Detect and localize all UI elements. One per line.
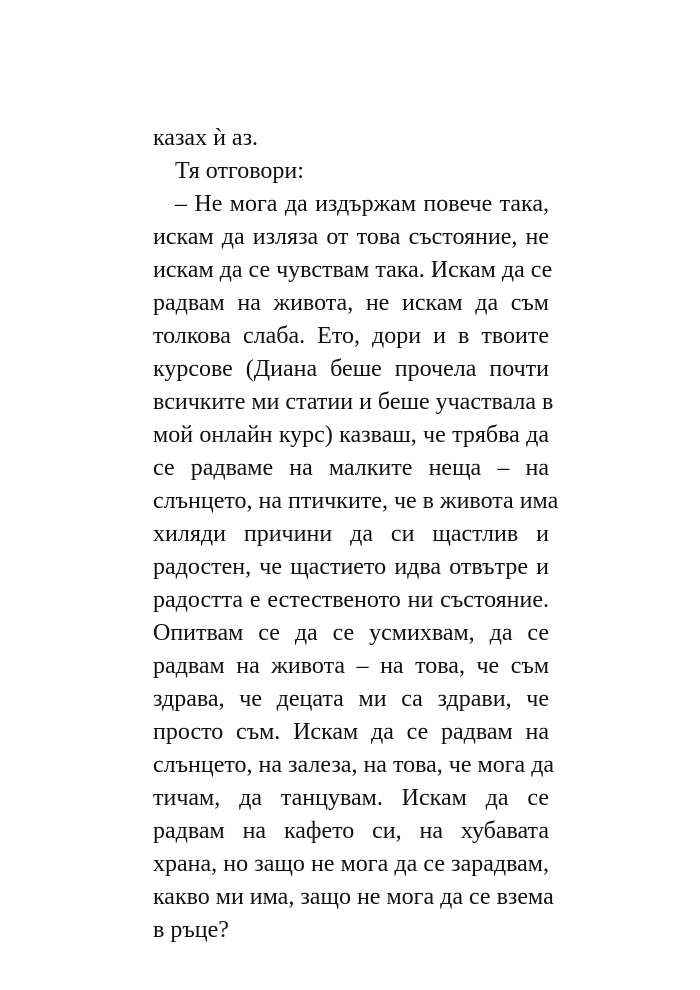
text-line: радвам на живота, не искам да съм (153, 290, 549, 316)
text-line: всичките ми статии и беше участвала в (153, 389, 554, 415)
text-line: толкова слаба. Ето, дори и в твоите (153, 323, 549, 349)
text-line: искам да изляза от това състояние, не (153, 224, 549, 250)
text-line: хиляди причини да си щастлив и (153, 521, 549, 547)
text-line: здрава, че децата ми са здрави, че (153, 686, 549, 712)
text-line: искам да се чувствам така. Искам да се (153, 257, 553, 283)
text-line: курсове (Диана беше прочела почти (153, 356, 549, 382)
text-line: Опитвам се да се усмихвам, да се (153, 620, 549, 646)
text-line: радостен, че щастието идва отвътре и (153, 554, 549, 580)
text-line: мой онлайн курс) казваш, че трябва да (153, 422, 549, 448)
text-line-paragraph-start: Тя отговори: (175, 158, 304, 184)
text-line-paragraph-start: – Не мога да издържам повече така, (175, 191, 549, 217)
text-line: радвам на кафето си, на хубавата (153, 818, 549, 844)
text-line: се радваме на малките неща – на (153, 455, 549, 481)
text-line: тичам, да танцувам. Искам да се (153, 785, 549, 811)
body-text (153, 122, 559, 947)
text-line: радостта е естественото ни състояние. (153, 587, 549, 613)
text-line: храна, но защо не мога да се зарадвам, (153, 851, 549, 877)
text-line: какво ми има, защо не мога да се взема (153, 884, 554, 910)
text-line: слънцето, на птичките, че в живота има (153, 488, 559, 514)
text-line: слънцето, на залеза, на това, че мога да (153, 752, 555, 778)
text-line: просто съм. Искам да се радвам на (153, 719, 549, 745)
text-line-paragraph-end: в ръце? (153, 917, 229, 943)
text-line: казах ѝ аз. (153, 125, 259, 151)
text-line: радвам на живота – на това, че съм (153, 653, 549, 679)
